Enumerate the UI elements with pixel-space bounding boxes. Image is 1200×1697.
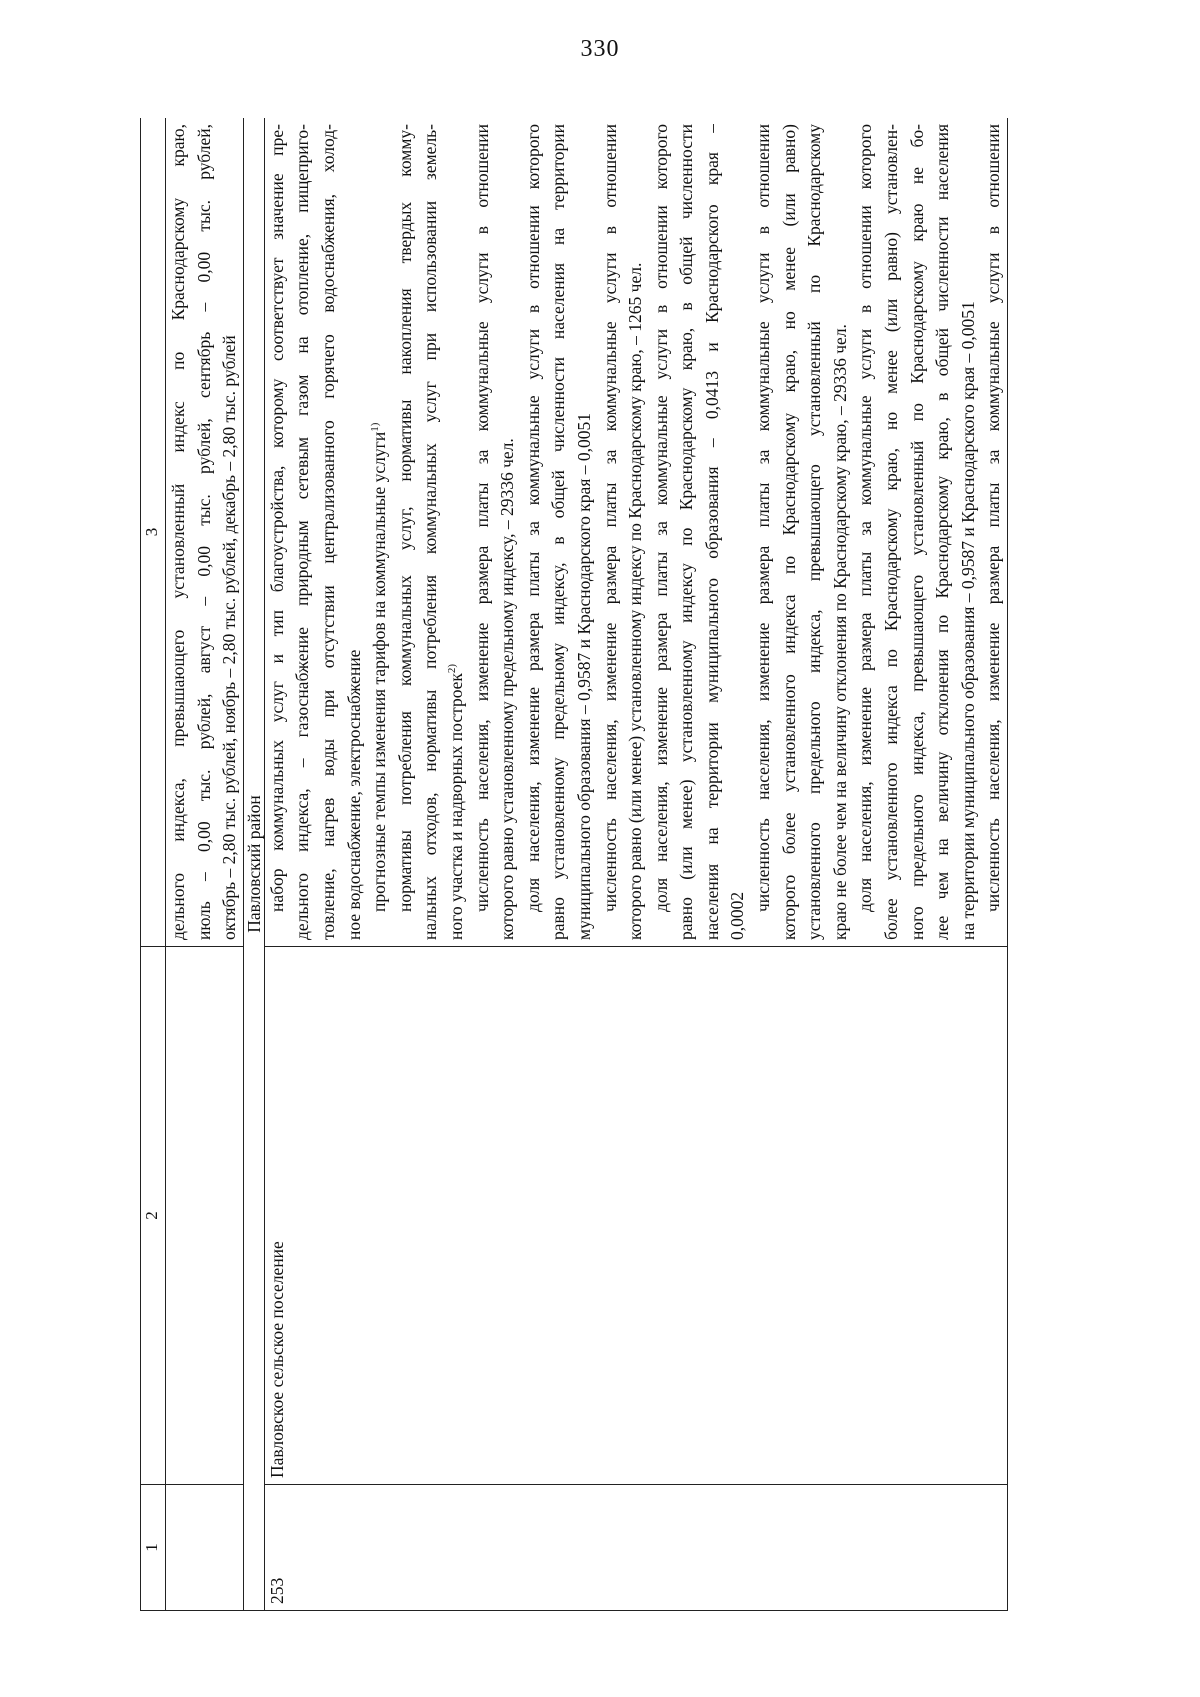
- continuation-number-cell: [166, 1485, 244, 1611]
- description-line: [623, 124, 649, 940]
- description-line-text: дельного индекса, – газоснабжение природным сетевым газом на отопление, пищеприго-: [292, 124, 313, 940]
- description-line: [418, 124, 444, 940]
- description-line-text: которого более установленного индекса по Краснодарскому краю, но менее (или равно): [778, 124, 799, 940]
- footnote-marker: 2): [446, 663, 459, 674]
- description-line: [700, 124, 726, 940]
- description-line: [905, 124, 931, 940]
- rotated-table: [140, 118, 1090, 1611]
- table-row: [264, 118, 1007, 1611]
- description-line: [598, 124, 624, 940]
- data-table: [140, 118, 1008, 1611]
- description-line: [802, 124, 828, 940]
- description-line-text: прогнозные темпы изменения тарифов на коммунальные услуги: [369, 431, 390, 912]
- description-line-text: доля населения, изменение размера платы за коммунальные услуги в отношении которого: [522, 124, 543, 912]
- description-line: [546, 124, 572, 940]
- description-line-text: 0,0002: [727, 891, 748, 940]
- continuation-line: [217, 124, 243, 940]
- description-line-text: более установленного индекса по Краснодарскому краю, но менее (или равно) установлен-: [881, 124, 902, 940]
- continuation-name-cell: [166, 947, 244, 1485]
- description-line-text: которого равно установленному предельному индексу, – 29336 чел.: [497, 438, 518, 940]
- description-line: [342, 124, 368, 940]
- description-line: [495, 124, 521, 940]
- description-line: [572, 124, 598, 940]
- page-number: 330: [580, 36, 620, 62]
- footnote-marker: 1): [369, 422, 382, 432]
- description-line-text: на территории муниципального образования – 0,9587 и Краснодарского края – 0,0051: [957, 301, 978, 940]
- continuation-text-cell: [166, 118, 244, 947]
- description-line: [930, 124, 956, 940]
- description-line: [828, 124, 854, 940]
- header-col-1: 1: [141, 1485, 166, 1611]
- description-line: [853, 124, 879, 940]
- table-header-row: [141, 118, 166, 1611]
- continuation-line-text: июль – 0,00 тыс. рублей, август – 0,00 тыс. рублей, сентябрь – 0,00 тыс. рублей,: [193, 124, 214, 940]
- description-line-text: муниципального образования – 0,9587 и Краснодарского края – 0,0051: [573, 413, 594, 940]
- continuation-line: [192, 124, 218, 940]
- description-line: [649, 124, 675, 940]
- description-line-text: ное водоснабжение, электроснабжение: [343, 649, 364, 940]
- description-line-text: населения на территории муниципального образования – 0,0413 и Краснодарского края –: [701, 124, 722, 940]
- district-title: Павловский район: [243, 118, 264, 1611]
- description-line-text: которого равно (или менее) установленному индексу по Краснодарскому краю, – 1265 чел.: [625, 262, 646, 940]
- description-line-text: краю не более чем на величину отклонения по Краснодарскому краю, – 29336 чел.: [829, 324, 850, 940]
- header-col-3: 3: [141, 118, 166, 947]
- description-line-text: численность населения, изменение размера платы за коммунальные услуги в отношении: [983, 124, 1004, 912]
- description-line-text: товление, нагрев воды при отсутствии централизованного горячего водоснабжения, холод-: [317, 124, 338, 940]
- description-line-text: равно (или менее) установленному индексу по Краснодарскому краю, в общей численности: [676, 124, 697, 940]
- description-line: [981, 124, 1007, 940]
- district-row: [243, 118, 264, 1611]
- description-line: [265, 124, 291, 940]
- description-line-text: ного предельного индекса, превышающего установленный по Краснодарскому краю не бо-: [906, 124, 927, 940]
- description-line: [367, 124, 393, 940]
- description-line: [393, 124, 419, 940]
- description-line: [725, 124, 751, 940]
- description-line: [777, 124, 803, 940]
- continuation-line: [166, 124, 192, 940]
- description-line-text: установленного предельного индекса, превышающего установленный по Краснодарскому: [804, 124, 825, 940]
- description-line-text: численность населения, изменение размера платы за коммунальные услуги в отношении: [599, 124, 620, 912]
- description-line: [316, 124, 342, 940]
- description-line: [290, 124, 316, 940]
- description-line-text: ного участка и надворных построек: [445, 673, 466, 940]
- description-line-text: нальных отходов, нормативы потребления коммунальных услуг при использовании земель-: [420, 124, 441, 940]
- description-line: [521, 124, 547, 940]
- settlement-name: Павловское сельское поселение: [264, 947, 1007, 1485]
- description-line: [470, 124, 496, 940]
- continuation-line-text: дельного индекса, превышающего установленный индекс по Краснодарскому краю,: [168, 124, 188, 940]
- description-line-text: лее чем на величину отклонения по Краснодарскому краю, в общей численности населения: [932, 124, 953, 940]
- description-line-text: численность населения, изменение размера платы за коммунальные услуги в отношении: [753, 124, 774, 912]
- row-number: 253: [264, 1485, 1007, 1611]
- header-col-2: 2: [141, 947, 166, 1485]
- continuation-line-text: октябрь – 2,80 тыс. рублей, ноябрь – 2,80 тыс. рублей, декабрь – 2,80 тыс. рублей: [219, 335, 240, 940]
- description-line: [956, 124, 982, 940]
- description-line-text: равно установленному предельному индексу, в общей численности населения на территории: [548, 124, 569, 940]
- continuation-row: [166, 118, 244, 1611]
- description-line-text: доля населения, изменение размера платы за коммунальные услуги в отношении которого: [650, 124, 671, 912]
- description-line-text: доля населения, изменение размера платы за коммунальные услуги в отношении которого: [855, 124, 876, 912]
- row-description: [264, 118, 1007, 947]
- description-line-text: численность населения, изменение размера платы за коммунальные услуги в отношении: [471, 124, 492, 912]
- rotated-table-viewport: [140, 118, 1090, 1611]
- description-line: [444, 124, 470, 940]
- description-line-text: набор коммунальных услуг и тип благоустройства, которому соответствует значение пре-: [266, 124, 287, 912]
- description-line: [674, 124, 700, 940]
- description-line: [879, 124, 905, 940]
- description-line-text: нормативы потребления коммунальных услуг, нормативы накопления твердых комму-: [394, 124, 415, 912]
- description-line: [751, 124, 777, 940]
